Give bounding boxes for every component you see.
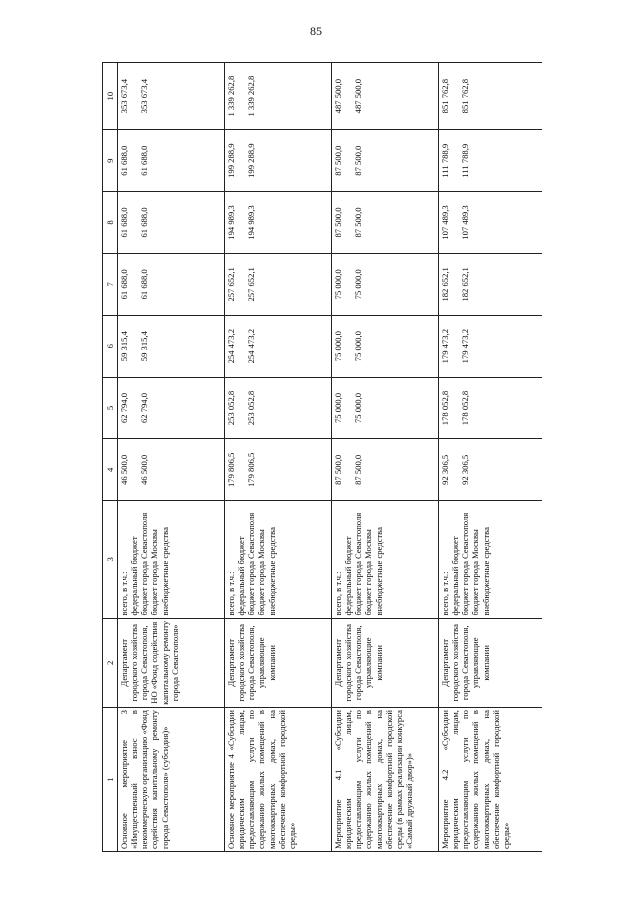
value-cell: [225, 315, 332, 377]
value: [256, 132, 266, 189]
value: 62 794,0: [139, 392, 150, 424]
value: 182 652,1: [460, 267, 471, 302]
col-header: 5: [103, 377, 118, 439]
value: [149, 380, 159, 437]
value: 75 000,0: [353, 331, 364, 362]
value: [236, 380, 246, 437]
value: 487 500,0: [333, 78, 343, 114]
value: [480, 318, 490, 375]
value: [159, 65, 169, 127]
value-cell: [332, 63, 439, 130]
value: [450, 256, 460, 313]
value: [480, 132, 490, 189]
value-cell: [439, 63, 543, 130]
value: 46 500,0: [139, 454, 150, 485]
value: 61 688,0: [139, 207, 150, 238]
table-row: [225, 63, 332, 852]
value: [159, 318, 169, 375]
value-cell: [118, 315, 225, 377]
value: [129, 380, 139, 437]
value: [450, 441, 460, 498]
table-row: [439, 63, 543, 852]
source-label: всего, в т.ч.:: [333, 571, 343, 616]
value: 179 473,2: [460, 328, 471, 364]
col-header: 3: [103, 501, 118, 618]
source-cell: [225, 501, 332, 618]
value: [470, 132, 480, 189]
value: [256, 318, 266, 375]
value: [480, 256, 490, 313]
value-cell: [118, 192, 225, 254]
value: 194 989,3: [246, 205, 257, 240]
value: [159, 256, 169, 313]
value: [343, 318, 353, 375]
source-label: внебюджетные средства: [159, 527, 170, 616]
value: 353 673,4: [139, 78, 150, 114]
value: 253 052,8: [226, 390, 236, 426]
value-cell: [332, 192, 439, 254]
value: [266, 318, 276, 375]
measure-cell: Основное мероприятие 3 «Имущественный взнос в некоммерческую организацию «Фонд содействия капитальному ремонту города Севастополя» (субсидия)»: [118, 708, 225, 852]
value: 87 500,0: [353, 145, 364, 176]
value: 254 473,2: [226, 328, 236, 364]
value: 179 806,5: [246, 452, 257, 488]
value: [363, 194, 373, 251]
value: [343, 441, 353, 498]
value: 179 806,5: [226, 452, 236, 488]
source-label: бюджет города Севастополя: [460, 512, 471, 616]
value: [470, 380, 480, 437]
source-label: всего, в т.ч.:: [440, 571, 450, 616]
value: [470, 194, 480, 251]
value: 257 652,1: [246, 267, 257, 302]
value: [256, 65, 266, 127]
value: [149, 318, 159, 375]
value: [149, 256, 159, 313]
value: 59 315,4: [119, 331, 129, 362]
value: [266, 256, 276, 313]
value: [343, 132, 353, 189]
col-header: 9: [103, 130, 118, 192]
value: [363, 256, 373, 313]
value: 61 688,0: [139, 269, 150, 300]
table-body: [118, 63, 543, 852]
executor-cell: Департамент городского хозяйства города Севастополя, управляющие компании: [332, 618, 439, 708]
source-label: федеральный бюджет: [129, 536, 140, 616]
value: [480, 194, 490, 251]
source-label: бюджет города Севастополя: [246, 512, 257, 616]
source-label: всего, в т.ч.:: [119, 571, 129, 616]
value-cell: [225, 253, 332, 315]
rotated-table-container: [102, 62, 542, 852]
value: [363, 318, 373, 375]
source-label: бюджет города Севастополя: [139, 512, 150, 616]
value: [373, 380, 383, 437]
value: [363, 132, 373, 189]
page-number: 85: [310, 24, 322, 38]
value: 75 000,0: [333, 331, 343, 362]
value: 87 500,0: [333, 454, 343, 485]
value: [450, 65, 460, 127]
measure-cell: Основное мероприятие 4 «Субсидии юридическим лицам, предоставляющим услуги по содержанию жилых помещений в многоквартирных домах, на обеспечение комфортной городской среды»: [225, 708, 332, 852]
value: [129, 441, 139, 498]
value: 179 473,2: [440, 328, 450, 364]
value-cell: [118, 439, 225, 501]
value: 253 052,8: [246, 390, 257, 426]
value-cell: [225, 130, 332, 192]
value: [266, 132, 276, 189]
source-label: бюджет города Севастополя: [353, 512, 364, 616]
value: 1 339 262,8: [226, 75, 236, 117]
column-number-row: [103, 63, 118, 852]
value-cell: [225, 377, 332, 439]
value: [256, 256, 266, 313]
value: [266, 65, 276, 127]
value: [149, 65, 159, 127]
value: [343, 194, 353, 251]
value: 1 339 262,8: [246, 75, 257, 117]
value: [373, 256, 383, 313]
measure-cell: Мероприятие 4.1 «Субсидии юридическим лицам, предоставляющим услуги по содержанию жилых помещений в многоквартирных домах, на обеспечение комфортной городской среды (в рамках реализации конкурса «Самый дружный двор»)»: [332, 708, 439, 852]
value: [470, 318, 480, 375]
executor-cell: Департамент городского хозяйства города Севастополя, управляющие компании: [225, 618, 332, 708]
source-label: всего, в т.ч.:: [226, 571, 236, 616]
value: [343, 380, 353, 437]
value-cell: [439, 439, 543, 501]
value: 107 489,3: [460, 205, 471, 240]
value-cell: [332, 253, 439, 315]
value: 59 315,4: [139, 331, 150, 362]
value: 92 306,5: [440, 454, 450, 485]
value: [129, 194, 139, 251]
value: [480, 65, 490, 127]
value: 178 052,8: [440, 390, 450, 426]
value: [266, 441, 276, 498]
col-header: 4: [103, 439, 118, 501]
value: 178 052,8: [460, 390, 471, 426]
value: 61 688,0: [119, 269, 129, 300]
value: 62 794,0: [119, 392, 129, 424]
col-header: 6: [103, 315, 118, 377]
value: [343, 65, 353, 127]
source-label: бюджет города Москвы: [256, 529, 267, 616]
value-cell: [118, 377, 225, 439]
value: [373, 194, 383, 251]
source-label: бюджет города Москвы: [470, 529, 481, 616]
value-cell: [225, 192, 332, 254]
rotated-table-frame: [102, 62, 542, 852]
value: 194 989,3: [226, 205, 236, 240]
value: [236, 194, 246, 251]
value: [363, 65, 373, 127]
value: [236, 65, 246, 127]
value: [159, 380, 169, 437]
value-cell: [439, 130, 543, 192]
value-cell: [118, 130, 225, 192]
value: [450, 318, 460, 375]
value-cell: [118, 63, 225, 130]
value: [373, 441, 383, 498]
value: 87 500,0: [353, 207, 364, 238]
value: 111 788,9: [460, 143, 471, 178]
source-label: федеральный бюджет: [343, 536, 354, 616]
source-label: федеральный бюджет: [236, 536, 247, 616]
value: 46 500,0: [119, 454, 129, 485]
value: [266, 380, 276, 437]
value: [236, 132, 246, 189]
value: [256, 194, 266, 251]
source-label: внебюджетные средства: [266, 527, 277, 616]
value: 851 762,8: [460, 78, 471, 114]
measure-cell: Мероприятие 4.2 «Субсидии юридическим лицам, предоставляющим услуги по содержанию жилых помещений в многоквартирных домах, на обеспечение комфортной городской среды»: [439, 708, 543, 852]
value: [373, 318, 383, 375]
value: 61 688,0: [139, 145, 150, 176]
value: 111 788,9: [440, 143, 450, 178]
value: 487 500,0: [353, 78, 364, 114]
value: [159, 194, 169, 251]
value: [236, 256, 246, 313]
value: [266, 194, 276, 251]
value: [470, 65, 480, 127]
executor-cell: Департамент городского хозяйства города Севастополя, управляющие компании: [439, 618, 543, 708]
value: 87 500,0: [353, 454, 364, 485]
value: [236, 441, 246, 498]
value: 182 652,1: [440, 267, 450, 302]
value: [149, 132, 159, 189]
value-cell: [439, 315, 543, 377]
value: 75 000,0: [353, 269, 364, 300]
value: [470, 256, 480, 313]
value: [480, 441, 490, 498]
source-label: бюджет города Москвы: [363, 529, 374, 616]
value: 87 500,0: [333, 207, 343, 238]
source-label: внебюджетные средства: [480, 527, 491, 616]
value: [256, 380, 266, 437]
value: 254 473,2: [246, 328, 257, 364]
value: 75 000,0: [333, 392, 343, 424]
col-header: 8: [103, 192, 118, 254]
col-header: 1: [103, 708, 118, 852]
value-cell: [118, 253, 225, 315]
table-row: [118, 63, 225, 852]
value: [343, 256, 353, 313]
source-cell: [118, 501, 225, 618]
value: 107 489,3: [440, 205, 450, 240]
value: [129, 318, 139, 375]
value: [256, 441, 266, 498]
value-cell: [332, 377, 439, 439]
value-cell: [332, 439, 439, 501]
value: [129, 132, 139, 189]
value: [450, 194, 460, 251]
value: [236, 318, 246, 375]
source-cell: [332, 501, 439, 618]
value: 353 673,4: [119, 78, 129, 114]
col-header: 7: [103, 253, 118, 315]
value: [159, 132, 169, 189]
value: [129, 256, 139, 313]
value: [363, 380, 373, 437]
value: 257 652,1: [226, 267, 236, 302]
value-cell: [439, 377, 543, 439]
value-cell: [439, 192, 543, 254]
value: [149, 194, 159, 251]
col-header: 2: [103, 618, 118, 708]
value: 87 500,0: [333, 145, 343, 176]
value: [129, 65, 139, 127]
value: [450, 380, 460, 437]
value-cell: [332, 315, 439, 377]
table-row: [332, 63, 439, 852]
value: 199 288,9: [246, 143, 257, 178]
value-cell: [332, 130, 439, 192]
value: [480, 380, 490, 437]
col-header: 10: [103, 63, 118, 130]
value: 75 000,0: [333, 269, 343, 300]
source-label: внебюджетные средства: [373, 527, 384, 616]
budget-table: [102, 62, 542, 852]
value-cell: [225, 439, 332, 501]
value-cell: [225, 63, 332, 130]
value: 61 688,0: [119, 145, 129, 176]
value: 92 306,5: [460, 454, 471, 485]
value-cell: [439, 253, 543, 315]
source-cell: [439, 501, 543, 618]
value: [363, 441, 373, 498]
source-label: бюджет города Москвы: [149, 529, 160, 616]
value: 199 288,9: [226, 143, 236, 178]
value: 75 000,0: [353, 392, 364, 424]
source-label: федеральный бюджет: [450, 536, 461, 616]
value: 61 688,0: [119, 207, 129, 238]
value: [373, 132, 383, 189]
value: [159, 441, 169, 498]
value: [450, 132, 460, 189]
value: [149, 441, 159, 498]
value: [470, 441, 480, 498]
value: [373, 65, 383, 127]
executor-cell: Департамент городского хозяйства города Севастополя, НО «Фонд содействия капитальному ремонту города Севастополя»: [118, 618, 225, 708]
value: 851 762,8: [440, 78, 450, 114]
